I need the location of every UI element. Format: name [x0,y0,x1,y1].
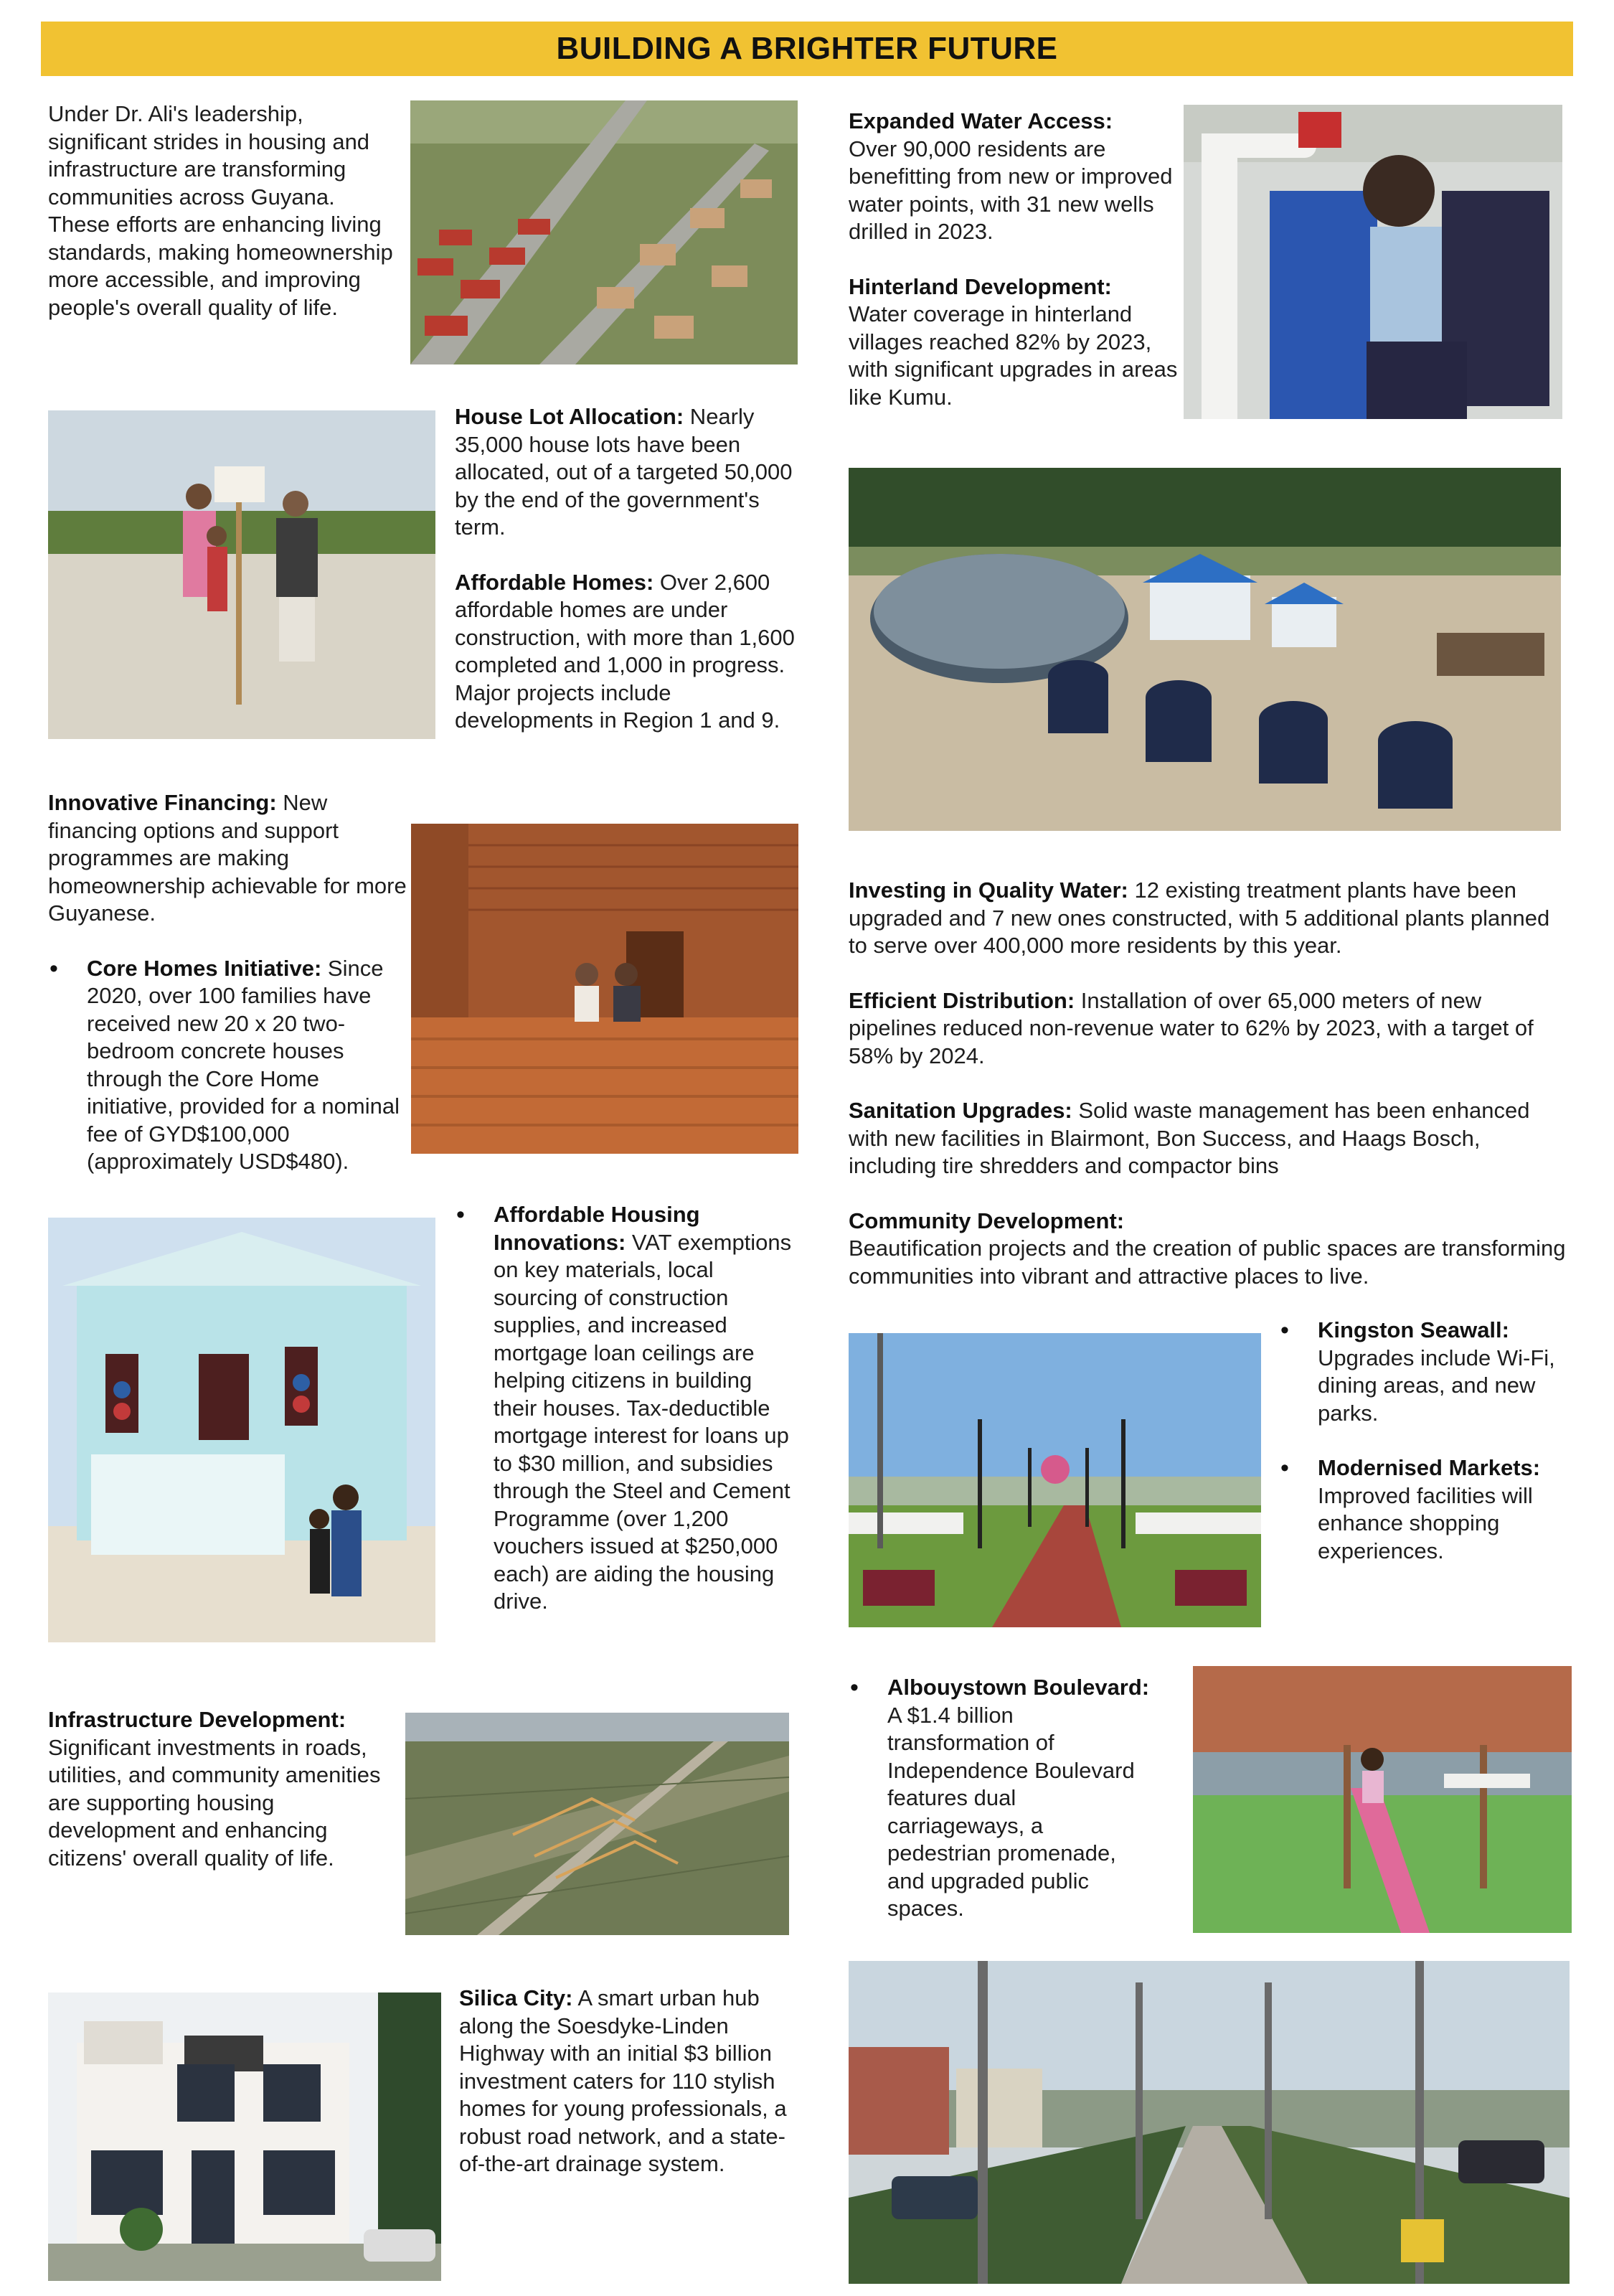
silica-city-text: A smart urban hub along the Soesdyke-Linden Highway with an initial $3 billion investment caters for 110 stylish homes for young professionals, a robust road network, and a state-of-the-art drainage system. [459,1985,787,2176]
albouystown-text: A $1.4 billion transformation of Independence Boulevard features dual carriageways, a pedestrian promenade, and upgraded public spaces. [887,1702,1135,1921]
page-title: BUILDING A BRIGHTER FUTURE [556,31,1058,66]
house-lot-text: Nearly 35,000 house lots have been allocated, out of a targeted 50,000 by the end of the government's term. [455,404,793,540]
modernised-markets-text: Improved facilities will enhance shopping experiences. [1318,1482,1533,1563]
infrastructure-label: Infrastructure Development: [48,1707,346,1732]
core-homes-label: Core Homes Initiative: [87,955,322,981]
intro-text: Under Dr. Ali's leadership, significant strides in housing and infrastructure are transforming communities across Guyana. These efforts are enhancing living standards, making homeownership more accessible, and improving people's overall quality of life. [48,101,393,320]
expanded-water-access [849,108,1179,411]
core-house-family-photo [48,1218,435,1642]
hinterland-label: Hinterland Development: [849,273,1112,299]
core-home-couple-photo [411,824,798,1154]
silica-city [459,1985,803,2178]
distribution-text: Installation of over 65,000 meters of new pipelines reduced non-revenue water to 62% by 2023, with a target of 58% by 2024. [849,987,1534,1068]
title-banner [41,22,1573,76]
modernised-markets-label: Modernised Markets: [1318,1455,1541,1480]
modernised-markets-bullet [1279,1454,1573,1565]
kingston-seawall-text: Upgrades include Wi-Fi, dining areas, and new parks. [1318,1345,1555,1426]
affordable-housing-innovations [455,1201,796,1616]
sanitation-label: Sanitation Upgrades: [849,1098,1072,1123]
aerial-housing-photo [410,100,798,364]
kingston-seawall-bullet [1279,1317,1573,1427]
infrastructure-aerial-photo [405,1713,789,1935]
silica-city-label: Silica City: [459,1985,573,2010]
core-homes-bullet [48,955,407,1176]
affordable-innovations-text: VAT exemptions on key materials, local sourcing of construction supplies, and increased mortgage loan ceilings are helping citizens in building their houses. Tax-deductible mortgage interest for loans up to $30 million, and subsidies through the Steel and Cement Programme (over 1,200 vouchers issued at $250,000 each) are aiding the housing drive. [494,1229,792,1614]
expanded-water-label: Expanded Water Access: [849,108,1113,133]
girl-water-tap-photo [1184,105,1562,419]
sanitation-text: Solid waste management has been enhanced with new facilities in Blairmont, Bon Success, and Haags Bosch, including tire shredders and compactor bins [849,1098,1530,1178]
house-lot-allocation [455,403,801,735]
community-text: Beautification projects and the creation of public spaces are transforming communities into vibrant and attractive places to live. [849,1236,1566,1289]
kingston-seawall-label: Kingston Seawall: [1318,1317,1509,1342]
house-lot-family-photo [48,410,435,739]
water-quality-section [849,877,1566,1290]
albouystown-boulevard [849,1674,1150,1923]
innovative-financing-text: New financing options and support programmes are making homeownership achievable for more Guyanese. [48,790,407,926]
hinterland-text: Water coverage in hinterland villages reached 82% by 2023, with significant upgrades in areas like Kumu. [849,301,1178,410]
core-homes-text: Since 2020, over 100 families have received new 20 x 20 two-bedroom concrete houses through the Core Home initiative, provided for a nominal fee of GYD$100,000 (approximately USD$480). [87,955,400,1174]
seawall-promenade-photo [849,1333,1261,1627]
infrastructure-development [48,1706,400,1872]
albouystown-bullet [849,1674,1150,1923]
infrastructure-text: Significant investments in roads, utilities, and community amenities are supporting housing development and enhancing citizens' overall quality of life. [48,1734,381,1871]
distribution-label: Efficient Distribution: [849,987,1075,1013]
affordable-homes-text: Over 2,600 affordable homes are under construction, with more than 1,600 completed and 1,000 in progress. Major projects include developments in Region 1 and 9. [455,569,795,733]
quality-water-text: 12 existing treatment plants have been upgraded and 7 new ones constructed, with 5 additional plants planned to serve over 400,000 more residents by this year. [849,878,1550,958]
playground-slide-photo [1193,1666,1572,1933]
community-bullets [1279,1317,1573,1565]
boulevard-walkway-photo [849,1961,1570,2284]
water-treatment-plant-photo [849,468,1561,831]
innovative-financing-label: Innovative Financing: [48,790,277,815]
expanded-water-text: Over 90,000 residents are benefitting from new or improved water points, with 31 new wells drilled in 2023. [849,136,1173,244]
affordable-homes-label: Affordable Homes: [455,569,654,595]
albouystown-label: Albouystown Boulevard: [887,1675,1150,1700]
affordable-innovations-label: Affordable Housing Innovations: [494,1202,700,1255]
community-label: Community Development: [849,1208,1125,1233]
quality-water-label: Investing in Quality Water: [849,878,1128,903]
intro-paragraph [48,100,400,321]
innovative-financing [48,789,407,1176]
affordable-innovations-bullet [455,1201,796,1616]
silica-city-render [48,1992,441,2281]
house-lot-label: House Lot Allocation: [455,404,684,429]
